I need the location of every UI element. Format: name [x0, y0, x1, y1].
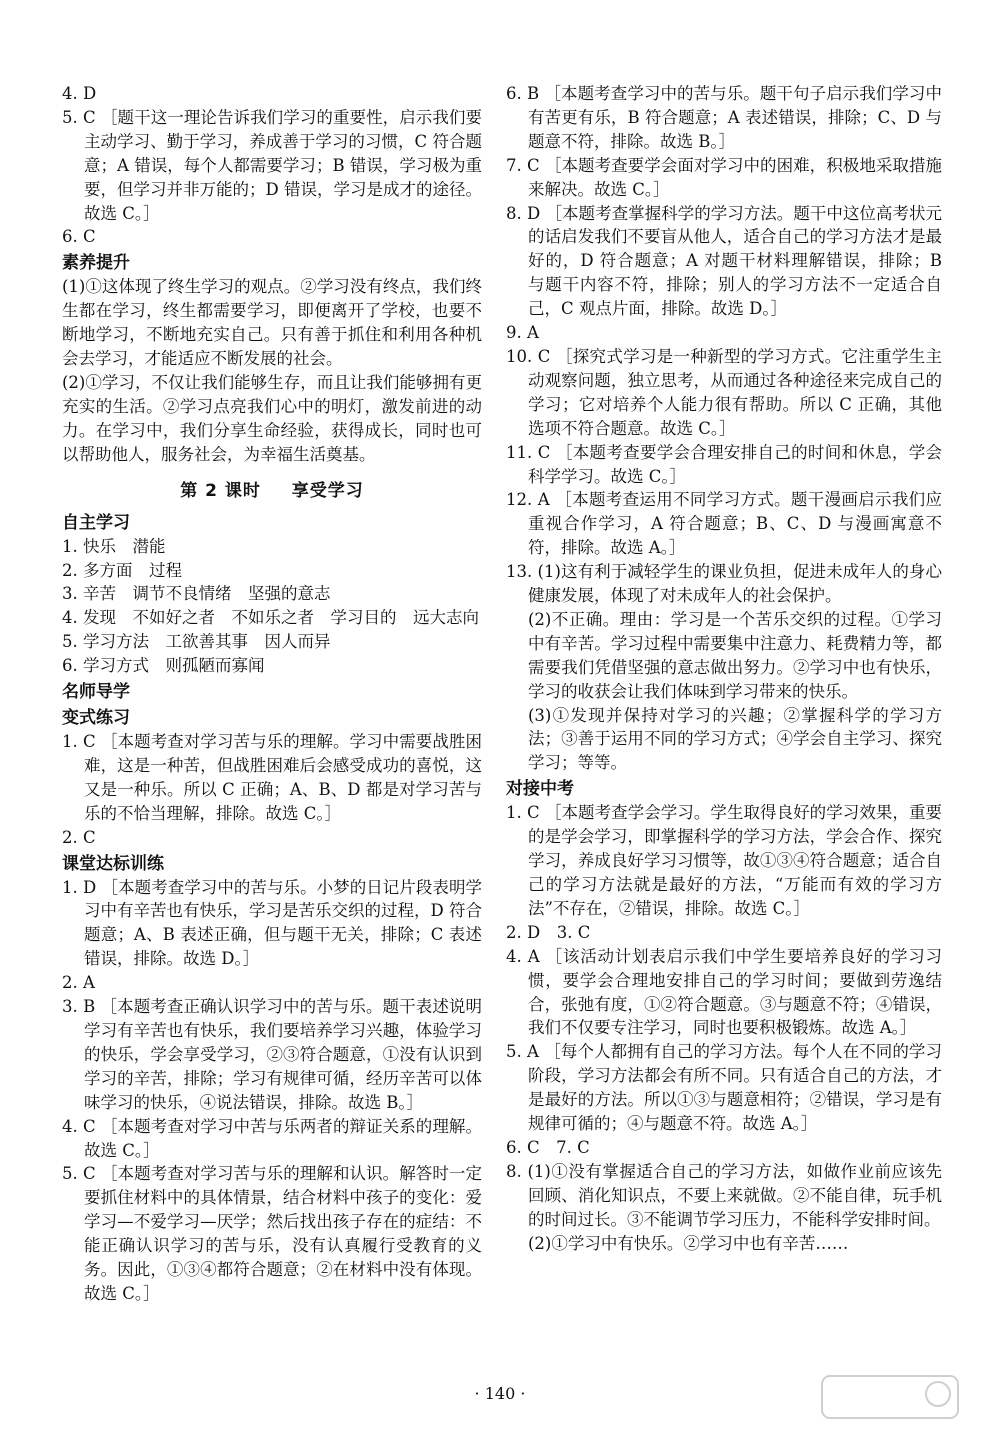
answer-item: 12. A ［本题考查运用不同学习方式。题干漫画启示我们应重视合作学习，A 符合题意；B、C、D 与漫画寓意不符，排除。故选 A。］ [506, 490, 942, 558]
lesson-title [62, 477, 482, 505]
answer-item: 5. C ［题干这一理论告诉我们学习的重要性，启示我们要主动学习、勤于学习，养成善于学习的习惯，C 符合题意；A 错误，每个人都需要学习；B 错误，学习极为重要，但学习并非万能的；D 错误，学习是成才的途径。故选 C。］ [62, 107, 482, 223]
answer-item: 9. A [506, 323, 539, 343]
q13-part: (3)①发现并保持对学习的兴趣；②掌握科学的学习方法；③善于运用不同的学习方式；④学会自主学习、探究学习；等等。 [528, 705, 942, 773]
bianshi-item: 1. C ［本题考查对学习苦与乐的理解。学习中需要战胜困难，这是一种苦，但战胜困难后会感受成功的喜悦，这又是一种乐。所以 C 正确；A、B、D 都是对学习苦与乐的不恰当理解，排除。故选 C。］ [62, 732, 482, 823]
page-number: · 140 · [474, 1384, 526, 1403]
answer-item: 10. C ［探究式学习是一种新型的学习方式。它注重学生主动观察问题，独立思考，从而通过各种途径来完成自己的学习；它对培养个人能力很有帮助。所以 C 正确，其他选项不符合题意。故选 C。］ [506, 346, 942, 438]
duijie-item: 5. A ［每个人都拥有自己的学习方法。每个人在不同的学习阶段，学习方法都会有所不同。只有适合自己的方法，才是最好的方法。所以①③与题意相符；②错误，学习是有规律可循的；④与题意不符。故选 A。］ [506, 1042, 942, 1134]
answer-item: 7. C ［本题考查要学会面对学习中的困难，积极地采取措施来解决。故选 C。］ [506, 155, 942, 199]
zizhu-item: 5. 学习方法 工欲善其事 因人而异 [62, 632, 331, 652]
suyang-paragraph: (2)①学习，不仅让我们能够生存，而且让我们能够拥有更充实的生活。②学习点亮我们心中的明灯，激发前进的动力。在学习中，我们分享生命经验，获得成长，同时也可以帮助他人，服务社会，为幸福生活奠基。 [62, 372, 482, 464]
section-heading-bianshi: 变式练习 [62, 708, 130, 729]
q8-part: (2)①学习中有快乐。②学习中也有辛苦…… [528, 1233, 849, 1253]
lesson-name: 享受学习 [291, 480, 364, 501]
ketang-item: 3. B ［本题考查正确认识学习中的苦与乐。题干表述说明学习有辛苦也有快乐，我们要培养学习兴趣，体验学习的快乐，学会享受学习，②③符合题意，①没有认识到学习的辛苦，排除；学习有规律可循，经历辛苦可以体味学习的快乐，④说法错误，排除。故选 B。］ [62, 997, 482, 1112]
q13-part: (2)不正确。理由：学习是一个苦乐交织的过程。①学习中有辛苦。学习过程中需要集中注意力、耗费精力等，都需要我们凭借坚强的意志做出努力。②学习中也有快乐，学习的收获会让我们体味到学习带来的快乐。 [528, 609, 942, 701]
left-column [62, 82, 482, 1306]
answer-item: 4. D [62, 84, 97, 103]
answer-item: 13. (1)这有利于减轻学生的课业负担，促进未成年人的身心健康发展，体现了对未成年人的社会保护。 [506, 562, 942, 606]
section-heading-ketang: 课堂达标训练 [62, 853, 164, 874]
duijie-item: 6. C 7. C [506, 1137, 590, 1157]
duijie-item: 1. C ［本题考查学会学习。学生取得良好的学习效果，重要的是学会学习，即掌握科学的学习方法，学会合作、探究学习，养成良好学习习惯等，故①③④符合题意；适合自己的学习方法就是最好的方法，“万能而有效的学习方法”不存在，②错误，排除。故选 C。］ [506, 803, 942, 918]
lesson-label: 第 2 课时 [180, 480, 261, 501]
watermark-logo [820, 1372, 960, 1422]
answer-item: 11. C ［本题考查要学会合理安排自己的时间和休息，学会科学学习。故选 C。］ [506, 442, 942, 486]
ketang-item: 4. C ［本题考查对学习中苦与乐两者的辩证关系的理解。故选 C。］ [62, 1116, 482, 1160]
ketang-item: 5. C ［本题考查对学习苦与乐的理解和认识。解答时一定要抓住材料中的具体情景，结合材料中孩子的变化：爱学习—不爱学习—厌学；然后找出孩子存在的症结：不能正确认识学习的苦与乐，没有认真履行受教育的义务。因此，①③④都符合题意；②在材料中没有体现。故选 C。］ [62, 1164, 482, 1303]
section-heading-zizhu: 自主学习 [62, 512, 130, 533]
bianshi-item: 2. C [62, 827, 96, 847]
right-column [506, 82, 942, 1256]
section-heading-duijie: 对接中考 [506, 779, 574, 800]
zizhu-item: 4. 发现 不如好之者 不如乐之者 学习目的 远大志向 [62, 608, 479, 628]
answer-item: 6. C [62, 227, 96, 247]
duijie-item: 8. (1)①没有掌握适合自己的学习方法，如做作业前应该先回顾、消化知识点，不要上来就做。②不能自律，玩手机的时间过长。③不能调节学习压力，不能科学安排时间。 [506, 1161, 942, 1229]
section-heading-mingshi: 名师导学 [62, 682, 130, 703]
answer-item: 8. D ［本题考查掌握科学的学习方法。题干中这位高考状元的话启发我们不要盲从他人，适合自己的学习方法才是最好的，D 符合题意；A 对题干材料理解错误，排除；B 与题干内容不符，排除；别人的学习方法不一定适合自己，C 观点片面，排除。故选 D。］ [506, 203, 942, 319]
ketang-item: 2. A [62, 973, 95, 993]
ketang-item: 1. D ［本题考查学习中的苦与乐。小梦的日记片段表明学习中有辛苦也有快乐，学习是苦乐交织的过程，D 符合题意；A、B 表述正确，但与题干无关，排除；C 表述错误，排除。故选 D。］ [62, 877, 482, 969]
duijie-item: 4. A ［该活动计划表启示我们中学生要培养良好的学习习惯，要学会合理地安排自己的学习时间；要做到劳逸结合，张弛有度，①②符合题意。③与题意不符；④错误，我们不仅要专注学习，同时也要积极锻炼。故选 A。］ [506, 946, 942, 1038]
duijie-item: 2. D 3. C [506, 922, 591, 942]
answer-item: 6. B ［本题考查学习中的苦与乐。题干句子启示我们学习中有苦更有乐，B 符合题意；A 表述错误，排除；C、D 与题意不符，排除。故选 B。］ [506, 84, 942, 151]
suyang-paragraph: (1)①这体现了终生学习的观点。②学习没有终点，我们终生都在学习，终生都需要学习，即便离开了学校，也要不断地学习，不断地充实自己。只有善于抓住和利用各种机会去学习，才能适应不断发展的社会。 [62, 277, 482, 369]
zizhu-item: 1. 快乐 潜能 [62, 536, 166, 556]
zizhu-item: 6. 学习方式 则孤陋而寡闻 [62, 656, 265, 676]
section-heading-suyang: 素养提升 [62, 253, 130, 274]
zizhu-item: 2. 多方面 过程 [62, 560, 182, 580]
zizhu-item: 3. 辛苦 调节不良情绪 坚强的意志 [62, 584, 331, 604]
